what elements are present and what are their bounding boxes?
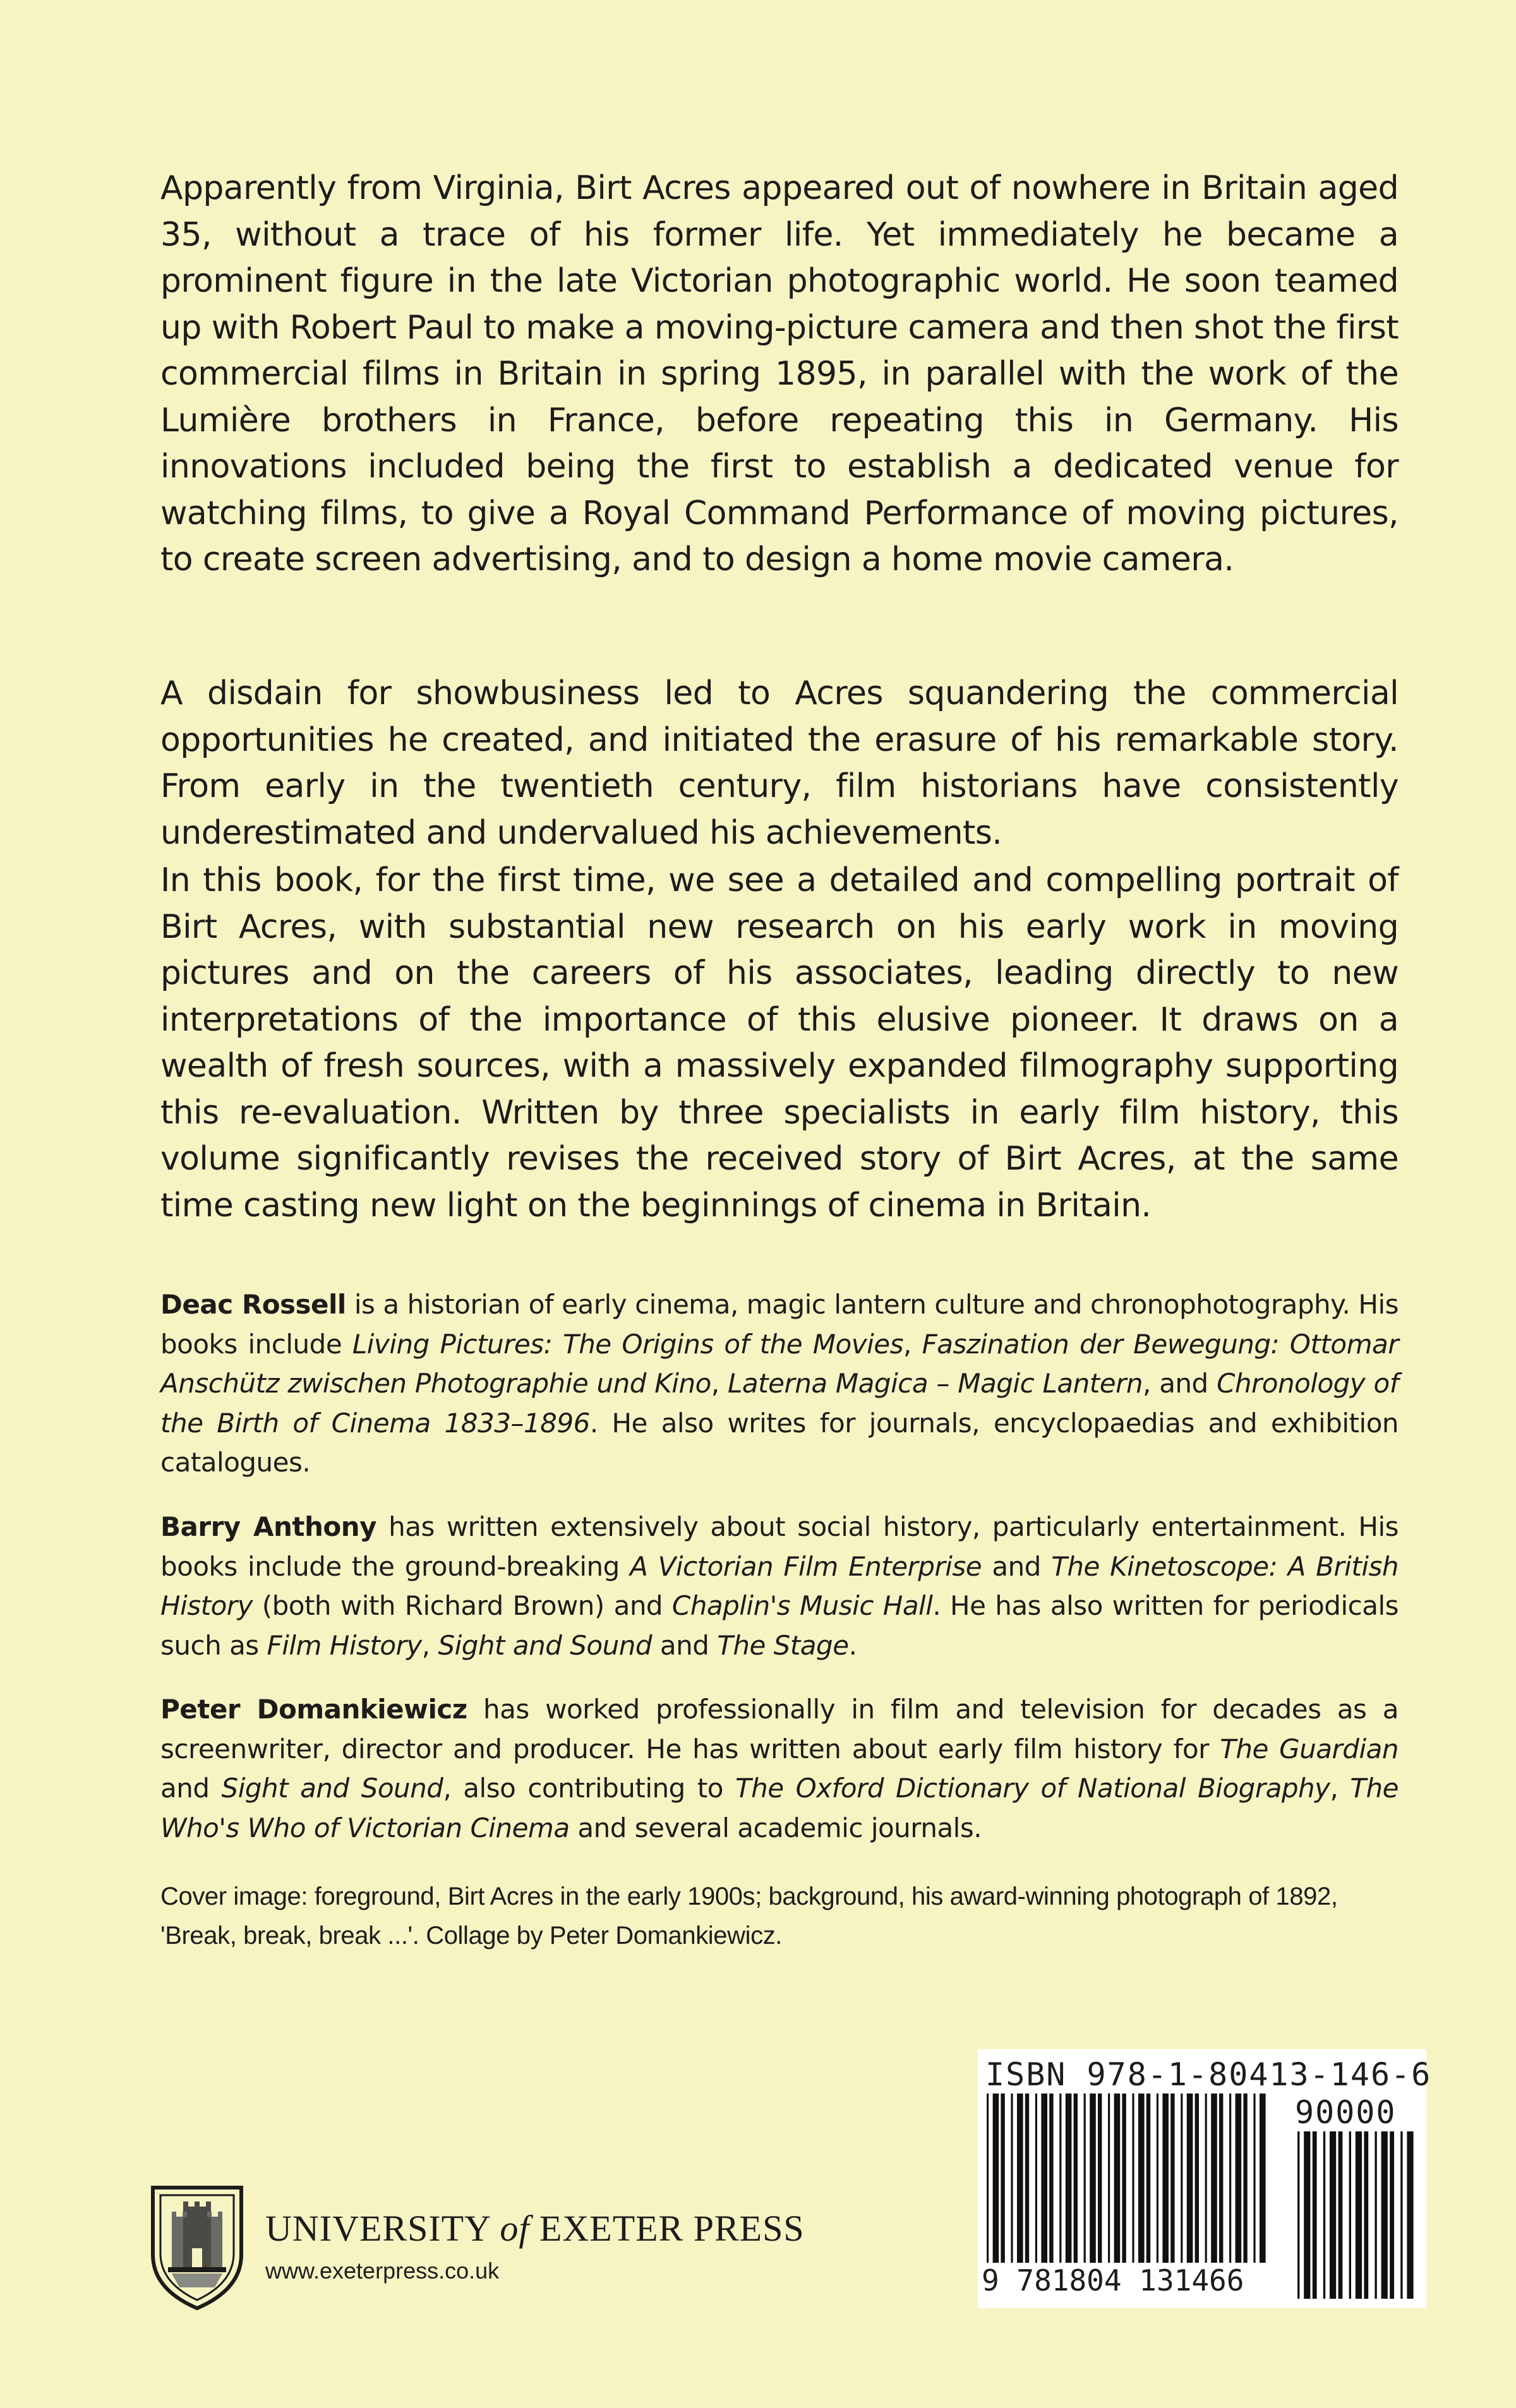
- barcode-bar: [1407, 2131, 1413, 2299]
- barcode-bar: [1132, 2094, 1134, 2283]
- barcode-bar: [1157, 2094, 1158, 2283]
- bio-text: .: [848, 1629, 857, 1661]
- book-title: The Oxford Dictionary of National Biography: [735, 1773, 1330, 1804]
- barcode-bar: [1035, 2094, 1037, 2283]
- barcode-bar: [1330, 2131, 1336, 2299]
- barcode-bar: [1356, 2131, 1362, 2299]
- ean-digits: 9 781804 131466: [982, 2263, 1266, 2298]
- barcode-bar: [1146, 2094, 1150, 2283]
- barcode-bar: [1304, 2131, 1310, 2299]
- price-addon-bars: [1294, 2131, 1420, 2299]
- barcode-bar: [1066, 2094, 1072, 2283]
- blurb-paragraph: Apparently from Virginia, Birt Acres appeared out of nowhere in Britain aged 35, without a trace of his former life. Yet immediately he became a prominent figure in the late Victorian photographic world. He soon teamed up with Robert Paul to make a moving-picture camera and then shot the first commercial films in Britain in spring 1895, in parallel with the work of the Lumière brothers in France, before repeating this in Germany. His innovations included being the first to establish a dedicated venue for watching films, to give a Royal Command Performance of moving pictures, to create screen advertising, and to design a home movie camera.: [160, 169, 1399, 578]
- barcode-bar: [1297, 2131, 1299, 2299]
- barcode-bar: [1195, 2094, 1199, 2283]
- bio-text: (both with Richard Brown) and: [252, 1590, 672, 1621]
- periodical-title: Film History: [267, 1629, 422, 1661]
- barcode-bar: [1205, 2094, 1207, 2283]
- bio-text: ,: [421, 1629, 438, 1661]
- bio-text: and: [652, 1629, 718, 1661]
- barcode-bar: [1339, 2131, 1343, 2299]
- book-title: Chaplin's Music Hall: [671, 1590, 933, 1621]
- isbn-number: ISBN 978-1-80413-146-6: [985, 2056, 1432, 2093]
- bio-text: . He also writes for journals, encyclopaedias and exhibition catalogues.: [160, 1407, 1399, 1478]
- book-title: The Kinetoscope: A British History: [160, 1550, 1399, 1621]
- barcode-bar: [1084, 2094, 1086, 2283]
- blurb-paragraph: In this book, for the first time, we see a detailed and compelling portrait of Birt Acres, with substantial new research on his early work in moving pictures and on the careers of his associates, leading directly to new interpretations of the importance of this elusive pioneer. It draws on a wealth of fresh sources, with a massively expanded filmography supporting this re-evaluation. Written by three specialists in early film history, this volume significantly revises the received story of Birt Acres, at the same time casting new light on the beginnings of cinema in Britain.: [160, 861, 1399, 1225]
- barcode-bar: [1090, 2094, 1096, 2283]
- barcode-bar: [1114, 2094, 1121, 2283]
- author-name: Peter Domankiewicz: [160, 1694, 467, 1725]
- barcode-bar: [1349, 2131, 1351, 2299]
- bio-text: has written extensively about social history, particularly entertainment. His books include the ground-breaking: [160, 1511, 1399, 1582]
- barcode-bar: [1138, 2094, 1145, 2283]
- author-bio-anthony: [160, 1507, 1399, 1665]
- barcode-bar: [1181, 2094, 1182, 2283]
- periodical-title: The Guardian: [1220, 1733, 1399, 1764]
- publisher-name-part: of: [500, 2208, 530, 2249]
- price-code: 90000: [1295, 2094, 1397, 2131]
- periodical-title: Sight and Sound: [221, 1773, 443, 1804]
- barcode-bar: [1229, 2094, 1231, 2283]
- barcode-bar: [1074, 2094, 1078, 2283]
- author-name: Deac Rossell: [160, 1289, 346, 1320]
- book-title: Laterna Magica – Magic Lantern: [728, 1368, 1143, 1399]
- bio-text: ,: [711, 1368, 728, 1399]
- barcode-bar: [1243, 2094, 1247, 2283]
- cover-image-credit: [160, 1877, 1399, 1955]
- barcode-bar: [1364, 2131, 1368, 2299]
- book-title: Living Pictures: The Origins of the Movies: [352, 1328, 903, 1360]
- barcode-bar: [1011, 2094, 1013, 2283]
- barcode-bar: [1122, 2094, 1126, 2283]
- barcode-bar: [1049, 2094, 1053, 2283]
- barcode-bar: [1059, 2094, 1061, 2283]
- book-title: Faszination der Bewegung: Ottomar Anschütz zwischen Photographie und Kino: [160, 1328, 1399, 1399]
- barcode-bar: [1025, 2094, 1029, 2283]
- barcode-bar: [1162, 2094, 1169, 2283]
- barcode-bar: [1170, 2094, 1174, 2283]
- cover-credit-text: Cover image: foreground, Birt Acres in the early 1900s; background, his award-winning photograph of 1892, 'Break, break, break ...'. Collage by Peter Domankiewicz.: [160, 1883, 1338, 1950]
- barcode-bar: [1041, 2094, 1047, 2283]
- bio-text: , and: [1142, 1368, 1217, 1399]
- bio-text: and: [160, 1773, 222, 1804]
- periodical-title: Sight and Sound: [438, 1629, 652, 1661]
- barcode-bar: [993, 2094, 999, 2283]
- barcode-bar: [1236, 2094, 1242, 2283]
- barcode-bar: [1211, 2094, 1217, 2283]
- bio-text: , also contributing to: [443, 1773, 736, 1804]
- barcode-bar: [1381, 2131, 1388, 2299]
- author-bio-domankiewicz: [160, 1690, 1399, 1848]
- barcode-bar: [1400, 2131, 1402, 2299]
- author-bio-rossell: [160, 1285, 1399, 1483]
- bio-text: ,: [903, 1328, 922, 1360]
- barcode-bar: [1108, 2094, 1110, 2283]
- publisher-name-part: EXETER PRESS: [529, 2208, 805, 2249]
- isbn-barcode: [978, 2049, 1432, 2308]
- publisher-name: [265, 2207, 805, 2249]
- barcode-bar: [1260, 2094, 1266, 2283]
- barcode-bar: [1253, 2094, 1255, 2283]
- author-name: Barry Anthony: [160, 1511, 377, 1542]
- barcode-bar: [1017, 2094, 1023, 2283]
- barcode-bar: [1098, 2094, 1102, 2283]
- castle-shield-icon: [147, 2179, 248, 2311]
- bio-text: ,: [1330, 1773, 1351, 1804]
- barcode-bar: [987, 2094, 989, 2283]
- barcode-bar: [1187, 2094, 1193, 2283]
- book-title: A Victorian Film Enterprise: [630, 1550, 982, 1582]
- bio-text: and several academic journals.: [569, 1812, 982, 1843]
- ean-barcode-bars: [983, 2094, 1267, 2283]
- barcode-bar: [1313, 2131, 1317, 2299]
- publisher-url: www.exeterpress.co.uk: [265, 2258, 500, 2284]
- bio-text: is a historian of early cinema, magic lantern culture and chronophotography. His books include: [160, 1289, 1399, 1360]
- barcode-bar: [1323, 2131, 1325, 2299]
- barcode-bar: [1375, 2131, 1376, 2299]
- bio-text: has worked professionally in film and television for decades as a screenwriter, director and producer. He has written about early film history for: [160, 1694, 1399, 1764]
- blurb-paragraph: A disdain for showbusiness led to Acres squandering the commercial opportunities he created, and initiated the erasure of his remarkable story. From early in the twentieth century, film historians have consistently underestimated and undervalued his achievements.: [160, 674, 1399, 852]
- book-title: Chronology of the Birth of Cinema 1833–1896: [160, 1368, 1399, 1439]
- bio-text: . He has also written for periodicals such as: [160, 1590, 1399, 1661]
- bio-text: and: [982, 1550, 1052, 1582]
- barcode-bar: [1219, 2094, 1223, 2283]
- book-title: The Who's Who of Victorian Cinema: [160, 1773, 1399, 1843]
- publisher-name-part: UNIVERSITY: [265, 2208, 500, 2249]
- barcode-bar: [1001, 2094, 1004, 2283]
- barcode-bar: [1390, 2131, 1394, 2299]
- periodical-title: The Stage: [717, 1629, 849, 1661]
